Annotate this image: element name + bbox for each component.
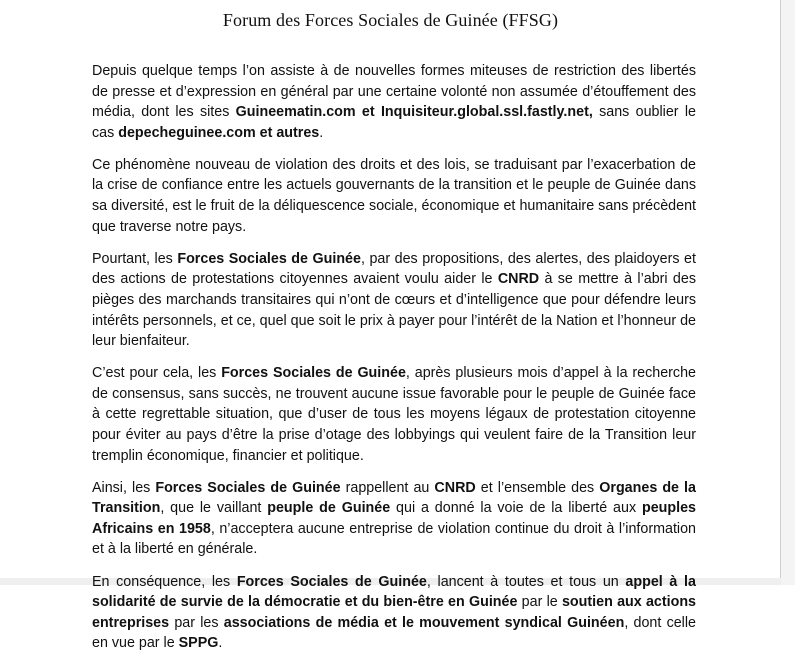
bold-text: CNRD <box>497 271 540 288</box>
paragraph-2 <box>92 155 696 237</box>
document-title: Forum des Forces Sociales de Guinée (FFSG) <box>222 10 559 30</box>
text-run: , par des propositions, des alertes, des plaidoyers et des actions de protestations citoyennes avaient voulu aider le <box>92 250 696 288</box>
bold-text: Organes de la Transition <box>92 479 696 517</box>
text-run: par le <box>517 594 562 611</box>
bold-text: peuple de Guinée <box>267 500 391 517</box>
text-run: En conséquence, les <box>92 573 237 590</box>
paragraph-4 <box>92 363 696 466</box>
bold-text: appel à la solidarité de survie de la démocratie et du bien-être en Guinée <box>92 573 696 611</box>
text-run: , dont celle en vue par le <box>92 614 696 652</box>
text-run: C’est pour cela, les <box>92 365 222 382</box>
bold-text: Forces Sociales de Guinée <box>236 573 427 590</box>
bold-text: SPPG <box>178 635 219 652</box>
text-run: rappellent au <box>340 479 435 496</box>
text-run: , que le vaillant <box>160 500 268 517</box>
text-run: Ainsi, les <box>92 479 156 496</box>
bold-text: Forces Sociales de Guinée <box>155 479 341 496</box>
text-run: . <box>319 124 324 141</box>
bold-text: Forces Sociales de Guinée <box>221 365 406 382</box>
bold-text: soutien aux actions entreprises <box>92 594 697 631</box>
text-run: Depuis quelque temps l’on assiste à de nouvelles formes miteuses de restriction des libertés de presse et d’expression en général par une certaine volonté non assumée d’étouffement des média, dont les sites <box>92 63 696 121</box>
bold-text: Forces Sociales de Guinée <box>177 250 361 267</box>
bold-text: peuples Africains en 1958 <box>92 500 696 537</box>
text-run: Pourtant, les <box>92 250 178 267</box>
document-body <box>92 61 696 665</box>
paragraph-6 <box>92 572 696 654</box>
text-run: à se mettre à l’abri des pièges des marchands transitaires qui n’ont de cœurs et d’intelligence que pour défendre leurs intérêts personnels, et ce, quel que soit le prix à payer pour l’intérêt de la Nation et l’honneur de leur bienfaiteur. <box>92 271 697 350</box>
text-run: , n’acceptera aucune entreprise de violation continue du droit à l’information et à la liberté en générale. <box>92 520 696 558</box>
text-run: , après plusieurs mois d’appel à la recherche de consensus, sans succès, ne trouvent aucune issue favorable pour le peuple de Guinée face à cette regrettable situation, que d’user de tous les moyens légaux de protestation citoyenne pour éviter au pays d’être la prise d’otage des lobbyings qui veulent faire de la Transition leur tremplin économique, financier et politique. <box>92 365 696 464</box>
paragraph-3 <box>92 249 696 352</box>
text-run: . <box>218 635 223 652</box>
paragraph-5 <box>92 478 696 560</box>
bold-text: CNRD <box>434 479 476 496</box>
text-run: Ce phénomène nouveau de violation des droits et des lois, se traduisant par l’exacerbation de la crise de confiance entre les actuels gouvernants de la transition et le peuple de Guinée dans sa diversité, est le fruit de la déliquescence sociale, économique et humanitaire sans précèdent que traverse notre pays. <box>92 156 696 235</box>
bold-text: Guineematin.com et Inquisiteur.global.ssl.fastly.net, <box>235 104 593 121</box>
viewer-scroll-gutter <box>781 0 795 585</box>
bold-text: depecheguinee.com et autres <box>118 124 320 141</box>
paragraph-1 <box>92 61 696 143</box>
bold-text: associations de média et le mouvement syndical Guinéen <box>223 614 625 631</box>
text-run: par les <box>169 614 224 631</box>
text-run: sans oublier le cas <box>92 104 696 141</box>
text-run: et l’ensemble des <box>475 479 600 496</box>
text-run: qui a donné la voie de la liberté aux <box>390 500 642 517</box>
text-run: , lancent à toutes et tous un <box>426 573 626 590</box>
